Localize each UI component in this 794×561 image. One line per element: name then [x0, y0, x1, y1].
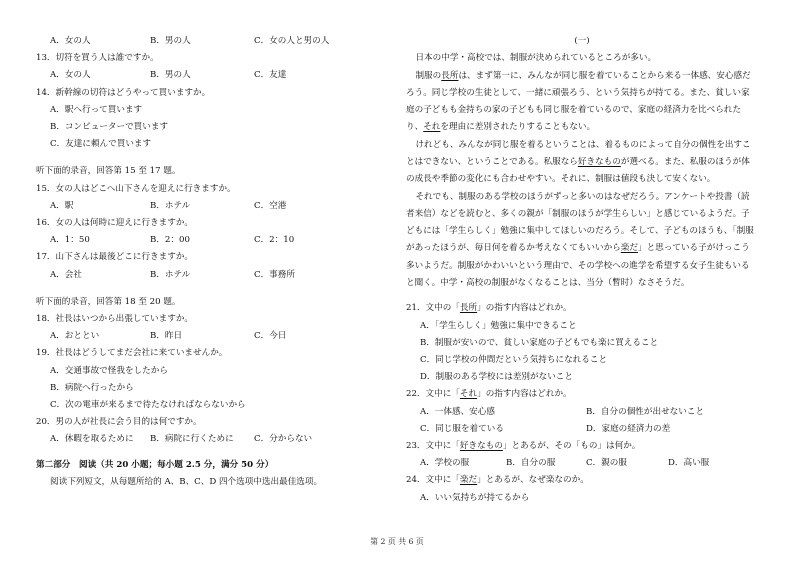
q17-option-b: B．ホテル: [150, 269, 191, 280]
q21-stem-before: 21．文中の「: [406, 303, 460, 314]
q22-options-row2: [406, 421, 758, 438]
p2-underline-choushou: 長所: [441, 70, 459, 81]
q23-option-c: C．親の服: [586, 458, 627, 469]
q19-stem: 19．社長はどうしてまだ会社に来ていませんか。: [36, 348, 228, 359]
q14-stem: 14．新幹線の切符はどうやって買いますか。: [36, 87, 211, 98]
p3-text-before: けれども、みんなが同じ服を着るということは、着るものによって自分の個性を出すことはできない、ということである。私服なら: [406, 139, 751, 167]
p4-text-after: 」と思っている子がけっこう多いようだ。制服がかわいいという理由で、その学校への進学を希望する女子生徒もいると聞く。中学・高校の制服がなくなることは、当分（暫时）なさそうだ。: [406, 243, 750, 289]
q19-option-a: A．交通事故で怪我をしたから: [50, 365, 168, 376]
q16-option-c: C．2：10: [254, 235, 295, 246]
q20-options: [36, 431, 386, 448]
q16-stem: 16．女の人は何時に迎えに行きますか。: [36, 217, 194, 228]
q19-option-b: B．病院へ行ったから: [50, 382, 134, 393]
q13-option-a: A．女の人: [50, 70, 91, 81]
q16-option-a: A．1：50: [50, 235, 90, 246]
q23-stem-underline: 好きなもの: [459, 440, 503, 451]
q18-option-a: A．おととい: [50, 331, 100, 342]
p2-underline-sore: それ: [423, 122, 441, 133]
q13-option-c: C．友達: [254, 70, 287, 81]
q13-option-b: B．男の人: [150, 70, 191, 81]
q24-stem: [406, 472, 758, 489]
q22-stem: [406, 386, 758, 403]
q20-option-c: C．分からない: [254, 434, 313, 445]
right-column: [406, 33, 758, 507]
q20-option-a: A．休暇を取るために: [50, 434, 134, 445]
left-column: [36, 33, 386, 491]
p4-text-before: それでも、制服のある学校のほうがずっと多いのはなぜだろう。アンケートや投書（読者来信）などを読むと、多くの親が「制服のほうが学生らしい」と感じているようだ。子どもには「学生らしく」勉強に集中してほしいのだろう。そして、子どものほうも、「制服があったほうが、毎日何を着るか考えなくてもいいから: [406, 191, 754, 254]
q21-option-b: B．制服が安いので、貧しい家庭の子どもでも楽に買えること: [420, 337, 659, 348]
passage-paragraph-2: [406, 68, 758, 137]
q15-option-c: C．空港: [254, 200, 287, 211]
q17-option-c: C．事務所: [254, 269, 295, 280]
q16-options: [36, 232, 386, 249]
q22-stem-after: 」の指す内容はどれか。: [477, 389, 572, 400]
q16-option-b: B．2：00: [150, 235, 190, 246]
q23-options: [406, 455, 758, 472]
passage-paragraph-1: [406, 50, 758, 67]
q24-option-a: A．いい気持ちが持てるから: [420, 492, 530, 503]
passage-paragraph-4: [406, 189, 758, 293]
q23-stem: [406, 438, 758, 455]
passage-label: (一): [574, 36, 590, 46]
q12-option-b: B．男の人: [150, 36, 191, 46]
q22-stem-underline: それ: [459, 389, 478, 400]
q13-stem: 13．切符を買う人は誰ですか。: [36, 53, 159, 64]
part2-instruction: 阅读下列短文，从每题所给的 A、B、C、D 四个选项中选出最佳选项。: [50, 476, 323, 487]
p3-text-after: が選べる。また、私服のほうが体の成長や季節の変化にも合わせやすい。それに、制服は値段も決して安くない。: [406, 156, 750, 185]
q15-option-b: B．ホテル: [150, 200, 191, 211]
q21-stem-after: 」の指す内容はどれか。: [477, 303, 572, 314]
q23-stem-after: 」とあるが、その「もの」は何か。: [502, 440, 641, 451]
p2-text-mid: は、まず第一に、みんなが同じ服を着ていることから来る一体感、安心感だろう。同じ学校の生徒として、一緒に頑張ろう、という気持ちが持てる。また、貧しい家庭の子どもも金持ちの家の子どもも同じ服を着ているので、家庭の経済力を比べられたり、: [406, 70, 751, 133]
q17-options: [36, 267, 386, 284]
q22-option-c: C．同じ服を着ている: [420, 423, 504, 434]
q23-option-a: A．学校の服: [420, 458, 470, 469]
q22-option-b: B．自分の個性が出せないこと: [586, 406, 705, 417]
q23-stem-before: 23．文中に「: [406, 440, 460, 451]
p3-underline-sukinamono: 好きなもの: [577, 156, 621, 167]
q18-option-b: B．昨日: [150, 331, 183, 342]
section-15-17-instruction: 听下面的录音，回答第 15 至 17 题。: [36, 166, 181, 177]
q15-option-a: A．駅: [50, 200, 74, 211]
q21-stem: [406, 300, 758, 317]
q12-options: [36, 33, 386, 50]
page-footer: 第 2 页 共 6 页: [370, 537, 424, 546]
q21-option-c: C．同じ学校の仲間だという気持ちになれること: [420, 354, 608, 365]
q17-option-a: A．会社: [50, 269, 82, 280]
q23-option-b: B．自分の服: [506, 458, 556, 469]
q12-option-a: A．女の人: [50, 36, 91, 46]
q19-option-c: C．次の電車が来るまで待たなければならないから: [50, 399, 246, 410]
passage-paragraph-3: [406, 137, 758, 189]
q13-options: [36, 67, 386, 84]
p4-underline-rakuda: 楽だ: [620, 243, 638, 254]
q22-options-row1: [406, 404, 758, 421]
q14-option-c: C．友達に頼んで買います: [50, 139, 152, 150]
q14-option-b: B．コンピューターで買います: [50, 121, 169, 132]
p2-text-before: 制服の: [415, 70, 442, 81]
q15-stem: 15．女の人はどこへ山下さんを迎えに行きますか。: [36, 183, 236, 194]
q21-stem-underline: 長所: [459, 303, 478, 314]
q17-stem: 17．山下さんは最後どこに行きますか。: [36, 252, 194, 263]
q24-stem-underline: 楽だ: [459, 475, 478, 486]
q20-option-b: B．病院に行くために: [150, 434, 234, 445]
q22-option-d: D．家庭の経済力の差: [586, 423, 671, 434]
q24-stem-after: 」とあるが、なぜ楽なのか。: [477, 475, 589, 486]
q15-options: [36, 198, 386, 215]
p1-text: 日本の中学・高校では、制服が決められているところが多い。: [415, 53, 657, 64]
p2-text-after: を理由に差別されたりすることもない。: [440, 122, 596, 133]
q12-option-c: C．女の人と男の人: [254, 36, 330, 46]
q20-stem: 20．男の人が社長に会う目的は何ですか。: [36, 417, 202, 428]
q21-option-a: A．「学生らしく」勉強に集中できること: [420, 320, 577, 331]
part2-title: 第二部分 阅读（共 20 小题；每小题 2.5 分，满分 50 分）: [36, 459, 274, 470]
q24-stem-before: 24．文中に「: [406, 475, 460, 486]
q18-options: [36, 328, 386, 345]
section-18-20-instruction: 听下面的录音，回答第 18 至 20 题。: [36, 296, 181, 307]
q14-option-a: A．駅へ行って買います: [50, 104, 143, 115]
q18-option-c: C．今日: [254, 331, 287, 342]
q22-option-a: A．一体感、安心感: [420, 406, 495, 417]
q23-option-d: D．高い服: [668, 458, 710, 469]
q21-option-d: D．制服のある学校には差別がないこと: [420, 372, 573, 383]
q22-stem-before: 22．文中に「: [406, 389, 460, 400]
q18-stem: 18．社長はいつから出張していますか。: [36, 313, 194, 324]
